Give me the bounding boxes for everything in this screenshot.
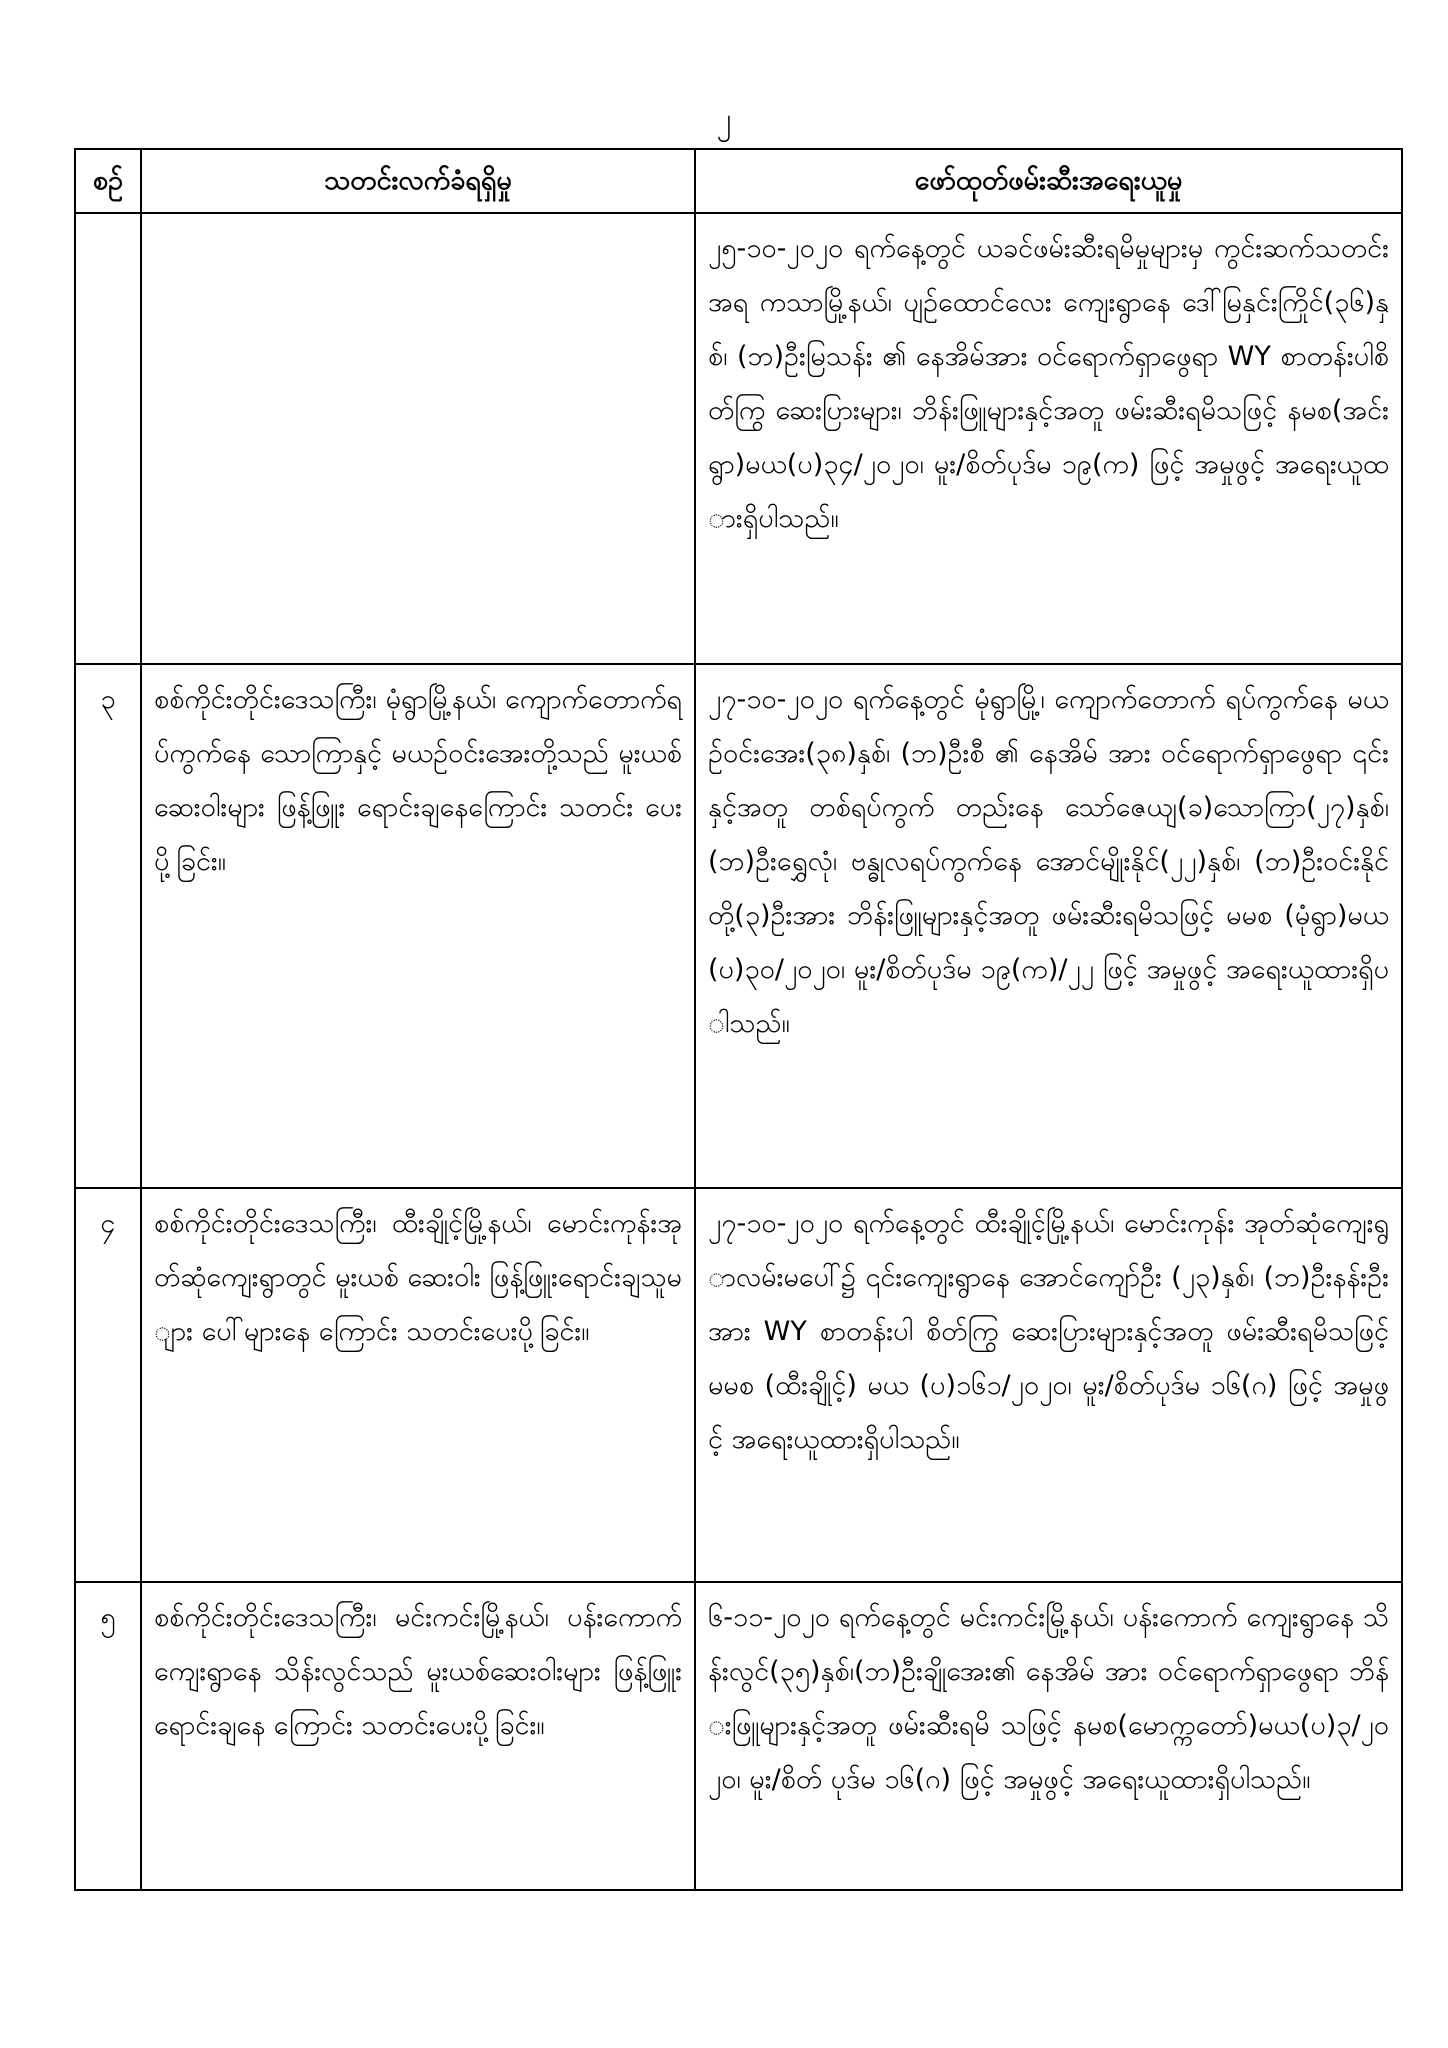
information-received-cell: စစ်ကိုင်းတိုင်းဒေသကြီး၊ ထီးချိုင့်မြို့နယ်၊ မောင်းကုန်းအုတ်ဆုံကျေးရွာတွင် မူးယစ် ဆေးဝါး ဖြန့်ဖြူးရောင်းချသူများ ပေါ်များနေ ကြောင်း သတင်းပေးပို့ခြင်း။ <box>141 1188 695 1582</box>
information-received-cell: စစ်ကိုင်းတိုင်းဒေသကြီး၊ မင်းကင်းမြို့နယ်၊ ပန်းကောက်ကျေးရွာနေ သိန်းလွင်သည် မူးယစ်ဆေးဝါးများ ဖြန့်ဖြူးရောင်းချနေ ကြောင်း သတင်းပေးပို့ခြင်း။ <box>141 1582 695 1890</box>
report-table <box>74 148 1403 1891</box>
table-row <box>75 664 1402 1188</box>
serial-number-cell: ၄ <box>75 1188 141 1582</box>
table-row <box>75 1582 1402 1890</box>
serial-number-cell <box>75 213 141 664</box>
header-information-received: သတင်းလက်ခံရရှိမှု <box>141 149 695 213</box>
information-received-cell <box>141 213 695 664</box>
information-received-cell: စစ်ကိုင်းတိုင်းဒေသကြီး၊ မုံရွာမြို့နယ်၊ ကျောက်တောက်ရပ်ကွက်နေ သောကြာနှင့် မယဉ်ဝင်းအေးတို့သည် မူးယစ်ဆေးဝါးများ ဖြန့်ဖြူး ရောင်းချနေကြောင်း သတင်း ပေးပို့ခြင်း။ <box>141 664 695 1188</box>
seizure-action-cell: ၂၇-၁၀-၂၀၂၀ ရက်နေ့တွင် ထီးချိုင့်မြို့နယ်၊ မောင်းကုန်း အုတ်ဆုံကျေးရွာလမ်းမပေါ်၌ ၎င်းကျေးရွာနေ အောင်ကျော်ဦး (၂၃)နှစ်၊ (ဘ)ဦးနန်းဦးအား WY စာတန်းပါ စိတ်ကြွ ဆေးပြားများနှင့်အတူ ဖမ်းဆီးရမိသဖြင့် မမစ (ထီးချိုင့်) မယ (ပ)၁၆၁/၂၀၂၀၊ မူး/စိတ်ပုဒ်မ ၁၆(ဂ) ဖြင့် အမှုဖွင့် အရေးယူထားရှိပါသည်။ <box>695 1188 1402 1582</box>
serial-number-cell: ၃ <box>75 664 141 1188</box>
seizure-action-cell: ၂၇-၁၀-၂၀၂၀ ရက်နေ့တွင် မုံရွာမြို့၊ ကျောက်တောက် ရပ်ကွက်နေ မယဉ်ဝင်းအေး(၃၈)နှစ်၊ (ဘ)ဦးစီ ၏ နေအိမ် အား ဝင်ရောက်ရှာဖွေရာ ၎င်းနှင့်အတူ တစ်ရပ်ကွက် တည်းနေ သော်ဇေယျ(ခ)သောကြာ(၂၇)နှစ်၊ (ဘ)ဦးရွှေလုံ၊ ဗန္ဓုလရပ်ကွက်နေ အောင်မျိုးနိုင်(၂၂)နှစ်၊ (ဘ)ဦးဝင်းနိုင် တို့(၃)ဦးအား ဘိန်းဖြူများနှင့်အတူ ဖမ်းဆီးရမိသဖြင့် မမစ (မုံရွာ)မယ(ပ)၃၀/၂၀၂၀၊ မူး/စိတ်ပုဒ်မ ၁၉(က)/၂၂ ဖြင့် အမှုဖွင့် အရေးယူထားရှိပါသည်။ <box>695 664 1402 1188</box>
seizure-action-cell: ၂၅-၁၀-၂၀၂၀ ရက်နေ့တွင် ယခင်ဖမ်းဆီးရမိမှုများမှ ကွင်းဆက်သတင်းအရ ကသာမြို့နယ်၊ ပျဉ်ထောင်လေး ကျေးရွာနေ ဒေါ်မြနှင်းကြိုင်(၃၆)နှစ်၊ (ဘ)ဦးမြသန်း ၏ နေအိမ်အား ဝင်ရောက်ရှာဖွေရာ WY စာတန်းပါစိတ်ကြွ ဆေးပြားများ၊ ဘိန်းဖြူများနှင့်အတူ ဖမ်းဆီးရမိသဖြင့် နမစ(အင်းရွာ)မယ(ပ)၃၄/၂၀၂၀၊ မူး/စိတ်ပုဒ်မ ၁၉(က) ဖြင့် အမှုဖွင့် အရေးယူထားရှိပါသည်။ <box>695 213 1402 664</box>
seizure-action-cell: ၆-၁၁-၂၀၂၀ ရက်နေ့တွင် မင်းကင်းမြို့နယ်၊ ပန်းကောက် ကျေးရွာနေ သိန်းလွင်(၃၅)နှစ်၊(ဘ)ဦးချိုအေး၏ နေအိမ် အား ဝင်ရောက်ရှာဖွေရာ ဘိန်းဖြူများနှင့်အတူ ဖမ်းဆီးရမိ သဖြင့် နမစ(မောက္ကတော်)မယ(ပ)၃/၂၀၂၀၊ မူး/စိတ် ပုဒ်မ ၁၆(ဂ) ဖြင့် အမှုဖွင့် အရေးယူထားရှိပါသည်။ <box>695 1582 1402 1890</box>
header-serial-number: စဉ် <box>75 149 141 213</box>
table-header-row <box>75 149 1402 213</box>
page-number: ၂ <box>716 102 732 137</box>
serial-number-cell: ၅ <box>75 1582 141 1890</box>
table-row <box>75 213 1402 664</box>
table-row <box>75 1188 1402 1582</box>
header-seizure-action: ဖော်ထုတ်ဖမ်းဆီးအရေးယူမှု <box>695 149 1402 213</box>
